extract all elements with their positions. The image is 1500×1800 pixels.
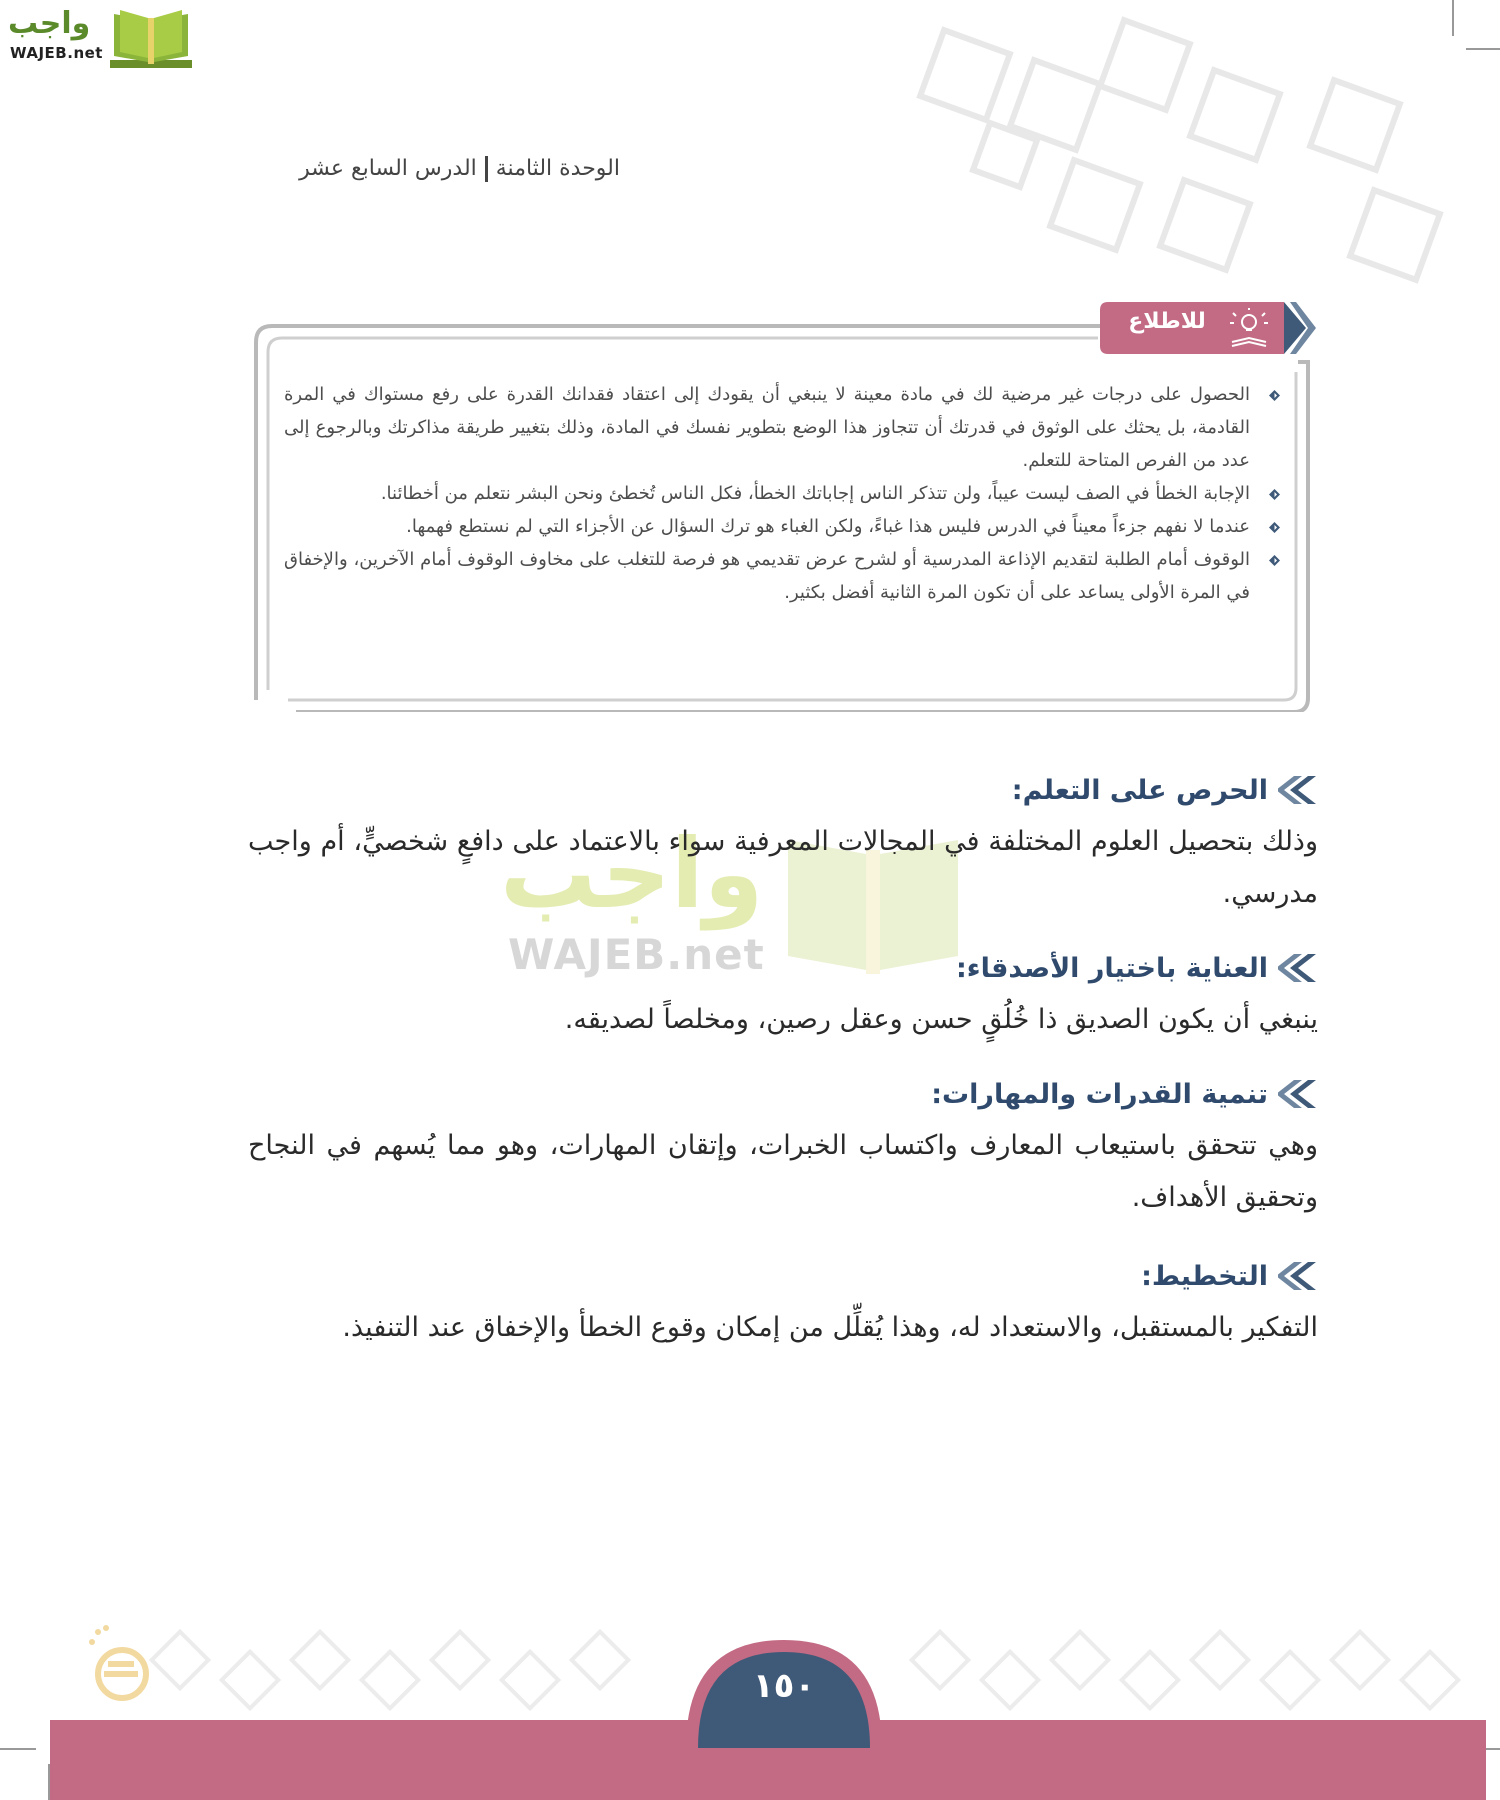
section-heading (248, 1254, 1318, 1298)
info-item-text: عندما لا نفهم جزءاً معيناً في الدرس فليس هذا غباءً، ولكن الغباء هو ترك السؤال عن الأجزاء التي لم نستطع فهمها. (406, 516, 1250, 537)
bullet-diamond-icon (1269, 390, 1280, 401)
logo-text-arabic: واجب (8, 6, 91, 41)
section-body: ينبغي أن يكون الصديق ذا خُلُقٍ حسن وعقل رصين، ومخلصاً لصديقه. (564, 1004, 1318, 1035)
section-heading (248, 1072, 1318, 1116)
watermark-text-english: WAJEB.net (508, 930, 765, 979)
info-item (284, 378, 1284, 477)
section-skills (248, 1072, 1318, 1224)
section-body: التفكير بالمستقبل، والاستعداد له، وهذا يُقلِّل من إمكان وقوع الخطأ والإخفاق عند التنفيذ. (342, 1312, 1318, 1343)
site-logo[interactable] (8, 6, 198, 66)
watermark-text-arabic: واجب (500, 818, 764, 930)
section-heading (248, 768, 1318, 812)
info-list (284, 378, 1284, 609)
info-item-text: الإجابة الخطأ في الصف ليست عيباً، ولن تتذكر الناس إجاباتك الخطأ، فكل الناس تُخطئ ونحن البشر نتعلم من أخطائنا. (380, 483, 1250, 504)
section-learning (248, 768, 1318, 920)
lightbulb-book-icon (1228, 308, 1270, 348)
crop-mark (1466, 48, 1500, 50)
info-item-text: الحصول على درجات غير مرضية لك في مادة معينة لا ينبغي أن يقودك إلى اعتقاد فقدانك القدرة على رفع مستواك في المرة القادمة، بل يحثك على الوثوق في قدرتك أن تتجاوز هذا الوضع بتطوير نفسك في المادة، وذلك بتغيير طريقة مذاكرتك وبالرجوع إلى عدد من الفرص المتاحة للتعلم. (284, 384, 1250, 471)
section-heading (248, 946, 1318, 990)
bullet-diamond-icon (1269, 489, 1280, 500)
book-icon (108, 8, 194, 70)
lesson-label: الدرس السابع عشر (299, 156, 477, 181)
section-title: الحرص على التعلم: (1011, 774, 1268, 806)
section-title: التخطيط: (1141, 1260, 1268, 1292)
info-item (284, 543, 1284, 609)
section-body: وذلك بتحصيل العلوم المختلفة في المجالات المعرفية سواء بالاعتماد على دافعٍ شخصيٍّ، أم واجب مدرسي. (248, 826, 1318, 909)
page-number: ١٥٠ (752, 1666, 816, 1706)
crop-mark (1452, 0, 1454, 36)
double-chevron-icon (1278, 948, 1318, 988)
double-chevron-icon (1278, 1074, 1318, 1114)
info-item-text: الوقوف أمام الطلبة لتقديم الإذاعة المدرسية أو لشرح عرض تقديمي هو فرصة للتغلب على مخاوف الوقوف أمام الآخرين، والإخفاق في المرة الأولى يساعد على أن تكون المرة الثانية أفضل بكثير. (284, 549, 1250, 603)
double-chevron-icon (1278, 1256, 1318, 1296)
unit-label: الوحدة الثامنة (495, 156, 620, 181)
bullet-diamond-icon (1269, 555, 1280, 566)
running-header (250, 156, 620, 182)
bullet-diamond-icon (1269, 522, 1280, 533)
publisher-logo-icon (86, 1622, 156, 1704)
info-item (284, 477, 1284, 510)
section-body: وهي تتحقق باستيعاب المعارف واكتساب الخبرات، وإتقان المهارات، وهو مما يُسهم في النجاح وتحقيق الأهداف. (248, 1130, 1318, 1213)
logo-text-english: WAJEB.net (10, 44, 103, 62)
section-title: العناية باختيار الأصدقاء: (955, 952, 1268, 984)
section-title: تنمية القدرات والمهارات: (931, 1078, 1268, 1110)
info-item (284, 510, 1284, 543)
header-separator (485, 156, 488, 182)
info-box-title: للاطلاع (1128, 309, 1206, 334)
crop-mark (0, 1748, 36, 1750)
section-planning (248, 1254, 1318, 1354)
double-chevron-icon (1278, 770, 1318, 810)
section-friends (248, 946, 1318, 1046)
